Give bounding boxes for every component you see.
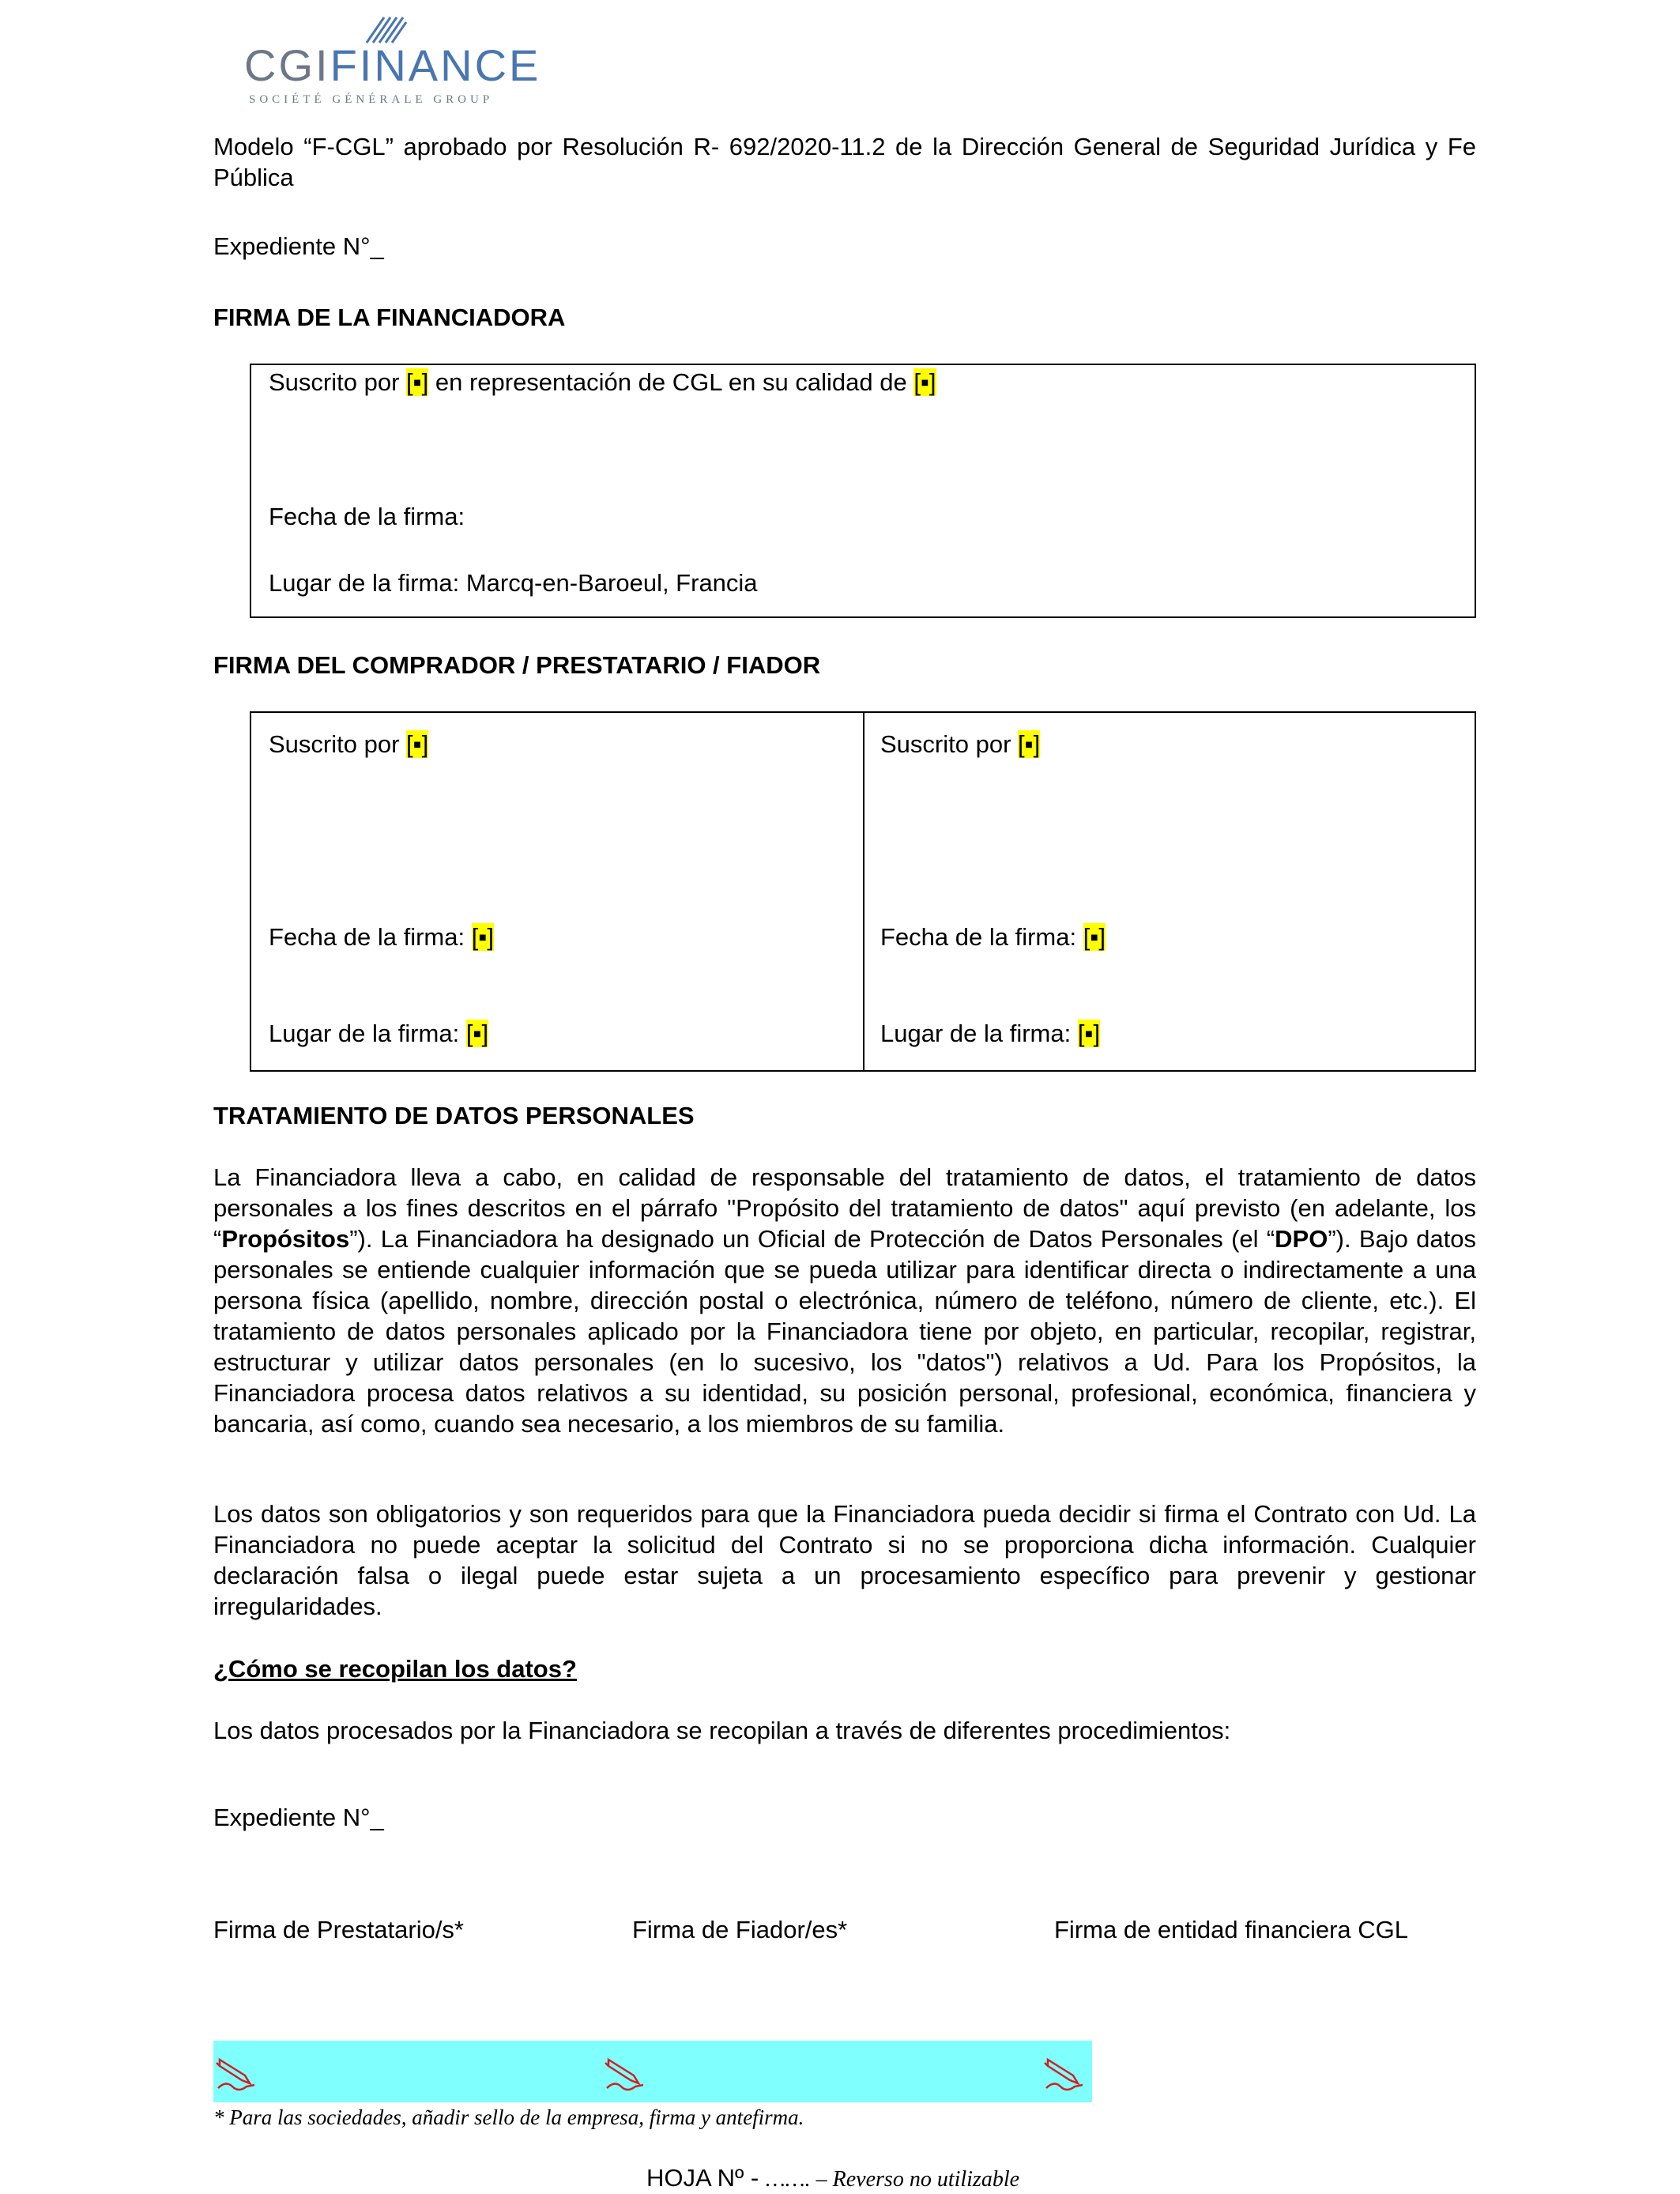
financiadora-heading: FIRMA DE LA FINANCIADORA (213, 303, 566, 331)
datos-paragraph-1: La Financiadora lleva a cabo, en calidad de responsable del tratamiento de datos, el tratamiento de datos personales a los fines descritos en el párrafo "Propósito del tratamiento de datos" aquí previsto (en adelante, los “Propósitos”). La Financiadora ha designado un Oficial de Protección de Datos Personales (el “DPO”). Bajo datos personales se entiende cualquier información que se pueda utilizar para identificar directa o indirectamente a una persona física (apellido, nombre, dirección postal o electrónica, número de teléfono, número de cliente, etc.). El tratamiento de datos personales aplicado por la Financiadora tiene por objeto, en particular, recopilar, registrar, estructurar y utilizar datos personales (en lo sucesivo, los "datos") relativos a Ud. Para los Propósitos, la Financiadora procesa datos relativos a su identidad, su posición personal, profesional, económica, financiera y bancaria, así como, cuando sea necesario, a los miembros de su familia. (213, 1163, 1476, 1438)
column-divider (863, 713, 864, 1070)
placeholder-field[interactable]: [▪] (406, 368, 429, 396)
firma-fiador-label: Firma de Fiador/es* (632, 1916, 848, 1943)
financiadora-suscrito: Suscrito por [▪] en representación de CGL en su calidad de [▪] (269, 368, 936, 396)
pen-writing-icon[interactable] (604, 2052, 645, 2093)
comprador-lugar-left: Lugar de la firma: [▪] (269, 1020, 489, 1047)
financiadora-lugar: Lugar de la firma: Marcq-en-Baroeul, Francia (269, 569, 758, 597)
placeholder-field[interactable]: [▪] (1083, 923, 1106, 951)
placeholder-field[interactable]: [▪] (471, 923, 494, 951)
placeholder-field[interactable]: [▪] (465, 1020, 489, 1047)
financiadora-fecha: Fecha de la firma: (269, 503, 465, 530)
placeholder-field[interactable]: [▪] (1018, 730, 1041, 758)
model-approval-line: Modelo “F-CGL” aprobado por Resolución R- 692/2020-11.2 de la Dirección General de Seguridad Jurídica y Fe Pública (213, 133, 1476, 191)
comprador-heading: FIRMA DEL COMPRADOR / PRESTATARIO / FIADOR (213, 651, 821, 679)
firma-entidad-label: Firma de entidad financiera CGL (1054, 1916, 1409, 1943)
expediente-number: Expediente N°_ (213, 232, 384, 260)
pen-writing-icon[interactable] (215, 2052, 256, 2093)
placeholder-field[interactable]: [▪] (913, 368, 936, 396)
footer-expediente: Expediente N°_ (213, 1804, 384, 1831)
comprador-suscrito-left: Suscrito por [▪] (269, 730, 429, 758)
signature-strip (213, 2041, 1092, 2102)
datos-subheading: ¿Cómo se recopilan los datos? (213, 1655, 577, 1683)
comprador-fecha-left: Fecha de la firma: [▪] (269, 923, 494, 951)
comprador-signature-box (250, 711, 1476, 1072)
sociedades-footnote: * Para las sociedades, añadir sello de la empresa, firma y antefirma. (213, 2105, 804, 2129)
logo-wordmark: CGIFINANCE (244, 40, 541, 90)
comprador-suscrito-right: Suscrito por [▪] (880, 730, 1041, 758)
company-logo (228, 11, 541, 106)
datos-heading: TRATAMIENTO DE DATOS PERSONALES (213, 1102, 695, 1129)
financiadora-signature-box (250, 364, 1476, 618)
placeholder-field[interactable]: [▪] (1077, 1020, 1101, 1047)
placeholder-field[interactable]: [▪] (406, 730, 429, 758)
datos-paragraph-2: Los datos son obligatorios y son requeridos para que la Financiadora pueda decidir si firma el Contrato con Ud. La Financiadora no puede aceptar la solicitud del Contrato si no se proporciona dicha información. Cualquier declaración falsa o ilegal puede estar sujeta a un procesamiento específico para prevenir y gestionar irregularidades. (213, 1500, 1476, 1620)
firma-prestatario-label: Firma de Prestatario/s* (213, 1916, 464, 1943)
comprador-fecha-right: Fecha de la firma: [▪] (880, 923, 1106, 951)
hoja-footer: HOJA Nº - ……. – Reverso no utilizable (646, 2164, 1020, 2192)
pen-writing-icon[interactable] (1043, 2052, 1084, 2093)
comprador-lugar-right: Lugar de la firma: [▪] (880, 1020, 1101, 1047)
logo-tagline: SOCIÉTÉ GÉNÉRALE GROUP (249, 93, 494, 106)
datos-paragraph-3: Los datos procesados por la Financiadora se recopilan a través de diferentes procedimientos: (213, 1717, 1231, 1744)
